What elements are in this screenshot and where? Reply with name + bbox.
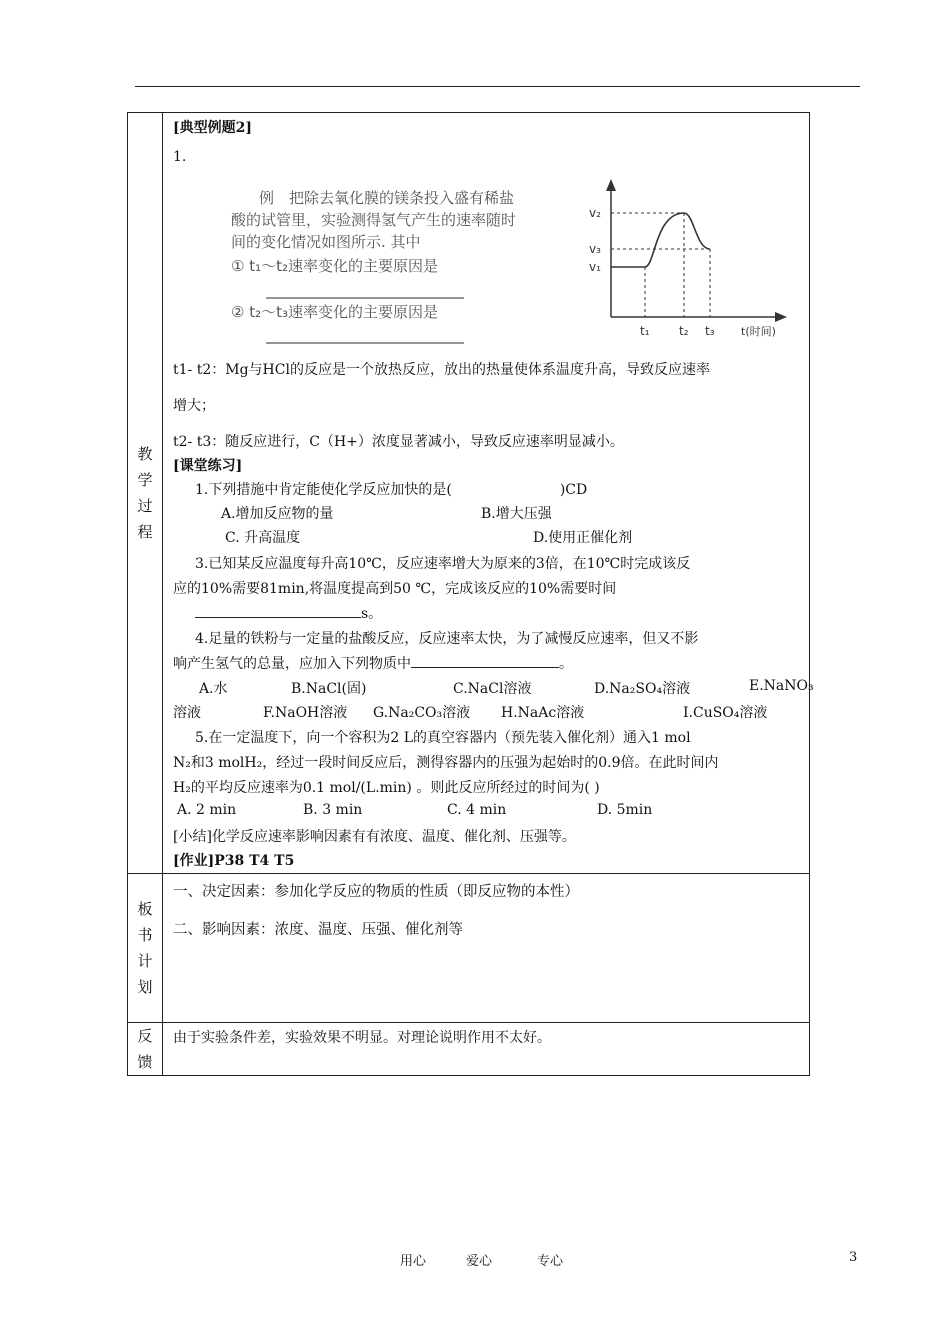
q1-option-a: A.增加反应物的量	[221, 506, 334, 522]
answer-1a: t1- t2：Mg与HCl的反应是一个放热反应，放出的热量使体系温度升高，导致反应速率	[173, 362, 710, 378]
q4-option-d: D.Na₂SO₄溶液	[594, 681, 691, 697]
practice-q1: 1.下列措施中肯定能使化学反应加快的是( )CD	[195, 482, 588, 498]
homework: [作业]P38 T4 T5	[173, 853, 295, 869]
y-arrow	[606, 179, 616, 191]
q4-option-i: I.CuSO₄溶液	[683, 705, 768, 721]
rate-curve	[611, 213, 710, 267]
label-teaching-process: 教 学 过 程	[128, 113, 163, 874]
page-number: 3	[849, 1250, 858, 1265]
board-plan-content	[163, 874, 810, 1023]
y-tick-label: v₃	[589, 242, 601, 256]
q4-option-a: A.水	[199, 681, 228, 697]
header-rule	[135, 86, 860, 87]
teaching-content	[163, 113, 814, 874]
q5-option-d: D. 5min	[597, 802, 653, 818]
practice-q3c: s。	[195, 603, 382, 623]
practice-heading: [课堂练习]	[173, 458, 243, 474]
practice-q5c: H₂的平均反应速率为0.1 mol/(L.min) 。则此反应所经过的时间为( )	[173, 780, 600, 796]
practice-q5b: N₂和3 molH₂，经过一段时间反应后，测得容器内的压强为起始时的0.9倍。在此时间内	[173, 755, 719, 771]
footer-slogan-1: 用心	[400, 1254, 427, 1269]
fig-text-l1: 例 把除去氧化膜的镁条投入盛有稀盐	[259, 189, 515, 207]
fig-question-1: ① t₁～t₂速率变化的主要原因是	[231, 257, 439, 275]
q5-option-b: B. 3 min	[303, 802, 363, 818]
q4-option-b: B.NaCl(固)	[291, 681, 367, 697]
answer-2: t2- t3：随反应进行，C（H+）浓度显著减小，导致反应速率明显减小。	[173, 434, 624, 450]
q4-option-e-cont: 溶液	[173, 705, 201, 721]
example-heading: [典型例题2]	[173, 120, 252, 136]
rate-chart	[589, 179, 787, 338]
footer-slogan-3: 专心	[537, 1254, 564, 1269]
practice-q5a: 5.在一定温度下，向一个容积为2 L的真空容器内（预先装入催化剂）通入1 mol	[195, 730, 691, 746]
q4-option-h: H.NaAc溶液	[501, 705, 585, 721]
answer-1b: 增大；	[173, 398, 215, 414]
y-tick-label: v₁	[589, 260, 601, 274]
x-axis-label: t(时间)	[741, 325, 776, 338]
example-figure	[169, 141, 809, 351]
board-line-1: 一、决定因素：参加化学反应的物质的性质（即反应物的本性）	[173, 884, 579, 900]
lesson-table	[127, 112, 814, 1076]
q4-option-g: G.Na₂CO₃溶液	[373, 705, 471, 721]
practice-q3a: 3.已知某反应温度每升高10℃，反应速率增大为原来的3倍，在10℃时完成该反	[195, 556, 691, 572]
q4-option-f: F.NaOH溶液	[263, 705, 348, 721]
practice-q4a: 4.足量的铁粉与一定量的盐酸反应，反应速率太快，为了减慢反应速率，但又不影	[195, 631, 699, 647]
practice-q3b: 应的10%需要81min,将温度提高到50 ℃，完成该反应的10%需要时间	[173, 581, 617, 597]
board-line-2: 二、影响因素：浓度、温度、压强、催化剂等	[173, 922, 463, 938]
q4-option-e: E.NaNO₃	[749, 678, 814, 694]
x-tick-label: t₂	[679, 324, 689, 338]
example-number: 1.	[173, 149, 187, 165]
label-board-plan: 板 书 计 划	[128, 874, 163, 1023]
q5-option-a: A. 2 min	[177, 802, 237, 818]
fig-text-l2: 酸的试管里，实验测得氢气产生的速率随时	[231, 211, 517, 229]
q1-option-d: D.使用正催化剂	[533, 530, 633, 546]
feedback-content	[163, 1023, 810, 1076]
q5-option-c: C. 4 min	[447, 802, 507, 818]
summary: [小结]化学反应速率影响因素有有浓度、温度、催化剂、压强等。	[173, 829, 576, 845]
x-arrow	[775, 312, 787, 322]
practice-q4b: 响产生氢气的总量，应加入下列物质中 。	[173, 653, 573, 673]
fig-text-l3: 间的变化情况如图所示. 其中	[231, 233, 421, 251]
x-tick-label: t₁	[640, 324, 650, 338]
x-tick-label: t₃	[705, 324, 715, 338]
y-tick-label: v₂	[589, 206, 601, 220]
footer-slogan-2: 爱心	[466, 1254, 493, 1269]
feedback-text: 由于实验条件差，实验效果不明显。对理论说明作用不太好。	[173, 1030, 551, 1046]
q1-option-c: C. 升高温度	[225, 530, 301, 546]
q1-option-b: B.增大压强	[481, 506, 552, 522]
q4-option-c: C.NaCl溶液	[453, 681, 532, 697]
label-feedback: 反 馈	[128, 1023, 163, 1076]
fig-question-2: ② t₂～t₃速率变化的主要原因是	[231, 303, 439, 321]
